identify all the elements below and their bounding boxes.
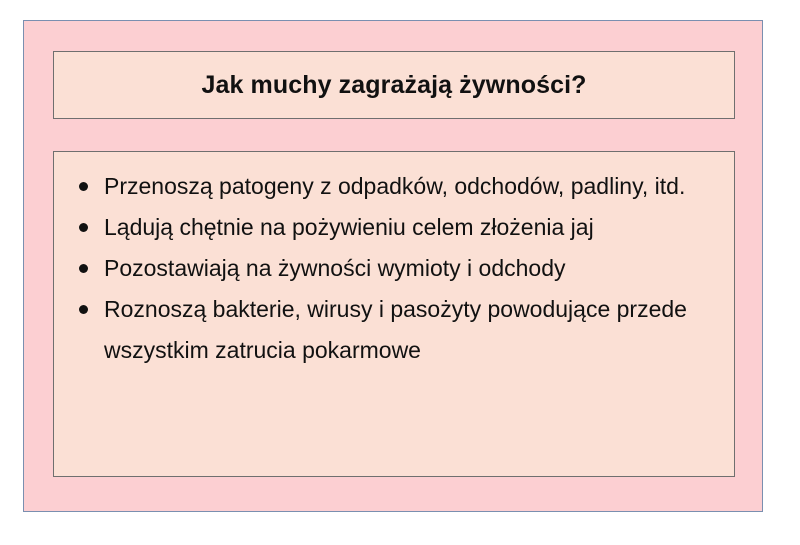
- list-item: [78, 248, 714, 289]
- slide-title: Jak muchy zagrażają żywności?: [201, 70, 587, 99]
- bullet-dot-icon: [79, 305, 88, 314]
- list-item: [78, 166, 714, 207]
- bullet-dot-icon: [79, 223, 88, 232]
- bullet-text: Pozostawiają na żywności wymioty i odchody: [104, 255, 566, 281]
- bullet-dot-icon: [79, 182, 88, 191]
- bullet-dot-icon: [79, 264, 88, 273]
- list-item: [78, 207, 714, 248]
- bullet-text: Przenoszą patogeny z odpadków, odchodów, padliny, itd.: [104, 173, 686, 199]
- bullet-text: Roznoszą bakterie, wirusy i pasożyty powodujące przede wszystkim zatrucia pokarmowe: [104, 296, 687, 363]
- title-box: [53, 51, 735, 119]
- bullet-text: Lądują chętnie na pożywieniu celem złożenia jaj: [104, 214, 594, 240]
- bullet-list: [78, 166, 714, 371]
- list-item: [78, 289, 714, 371]
- content-box: [53, 151, 735, 477]
